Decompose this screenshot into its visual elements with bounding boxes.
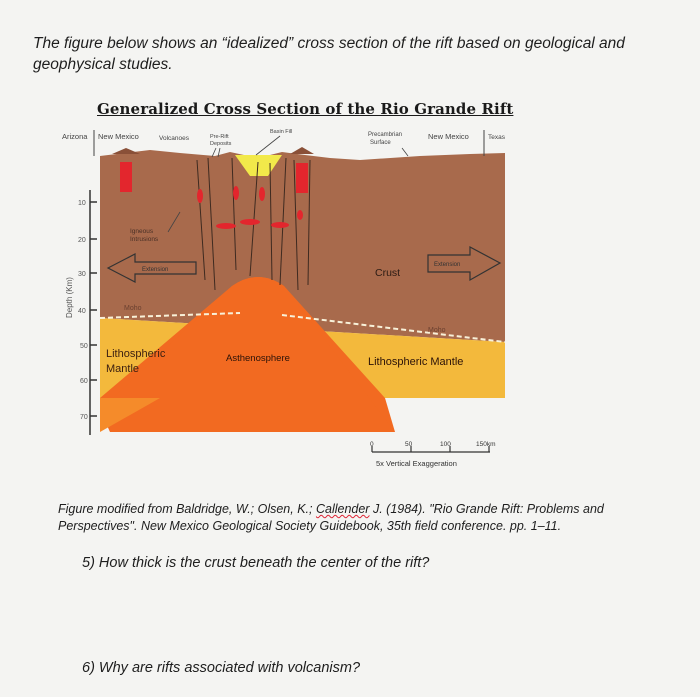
depth-tick-40: 40 <box>78 308 86 315</box>
label-new-mexico-left: New Mexico <box>98 132 139 141</box>
label-igneous-2: Intrusions <box>130 236 159 243</box>
depth-tick-50: 50 <box>80 343 88 350</box>
depth-tick-60: 60 <box>80 378 88 385</box>
label-litho-left-2: Mantle <box>106 363 140 375</box>
depth-tick-70: 70 <box>80 414 88 421</box>
label-crust: Crust <box>375 267 401 279</box>
question-5: 5) How thick is the crust beneath the center of the rift? <box>82 555 430 571</box>
depth-tick-30: 30 <box>78 271 86 278</box>
label-moho-right: Moho <box>428 327 446 334</box>
label-precambrian-2: Surface <box>370 140 391 146</box>
intro-text: The figure below shows an “idealized” cross section of the rift based on geological and geophysical studies. <box>33 35 625 73</box>
caption-after: J. (1984). "Rio Grande Rift: Problems and Perspectives". New Mexico Geological Society Guidebook, 35th field conference. pp. 1–11. <box>58 502 604 533</box>
label-precambrian-1: Precambrian <box>368 132 403 138</box>
scale-tick-50: 50 <box>405 441 413 448</box>
caption-before: Figure modified from Baldridge, W.; Olsen, K.; <box>58 502 316 516</box>
caption-typo: Callender <box>315 502 370 516</box>
label-volcanoes: Volcanoes <box>159 135 189 142</box>
depth-axis-label: Depth (Km) <box>65 277 74 318</box>
scale-tick-100: 100 <box>440 441 451 448</box>
label-litho-left-1: Lithospheric <box>106 348 166 360</box>
scale-tick-150: 150km <box>476 441 496 448</box>
depth-tick-10: 10 <box>78 200 86 207</box>
figure-caption <box>58 501 658 535</box>
depth-ticks <box>78 200 97 421</box>
label-basin-fill: Basin Fill <box>270 129 293 135</box>
label-pre-rift-2: Deposits <box>210 141 232 147</box>
figure-title: Generalized Cross Section of the Rio Grande Rift <box>97 100 514 118</box>
label-litho-right: Lithospheric Mantle <box>368 356 464 368</box>
label-pre-rift-1: Pre-Rift <box>210 134 229 140</box>
scale-note: 5x Vertical Exaggeration <box>376 459 457 468</box>
label-new-mexico-right: New Mexico <box>428 132 469 141</box>
question-6: 6) Why are rifts associated with volcanism? <box>82 660 361 676</box>
label-texas: Texas <box>488 134 505 141</box>
label-asthenosphere: Asthenosphere <box>226 353 290 364</box>
label-moho-left: Moho <box>124 305 142 312</box>
extension-label-right: Extension <box>434 262 461 268</box>
scale-tick-0: 0 <box>370 441 374 448</box>
label-igneous-1: Igneous <box>130 228 154 235</box>
scale-bar <box>372 446 490 452</box>
depth-tick-20: 20 <box>78 237 86 244</box>
extension-label-left: Extension <box>142 267 169 273</box>
label-arizona: Arizona <box>62 132 88 141</box>
